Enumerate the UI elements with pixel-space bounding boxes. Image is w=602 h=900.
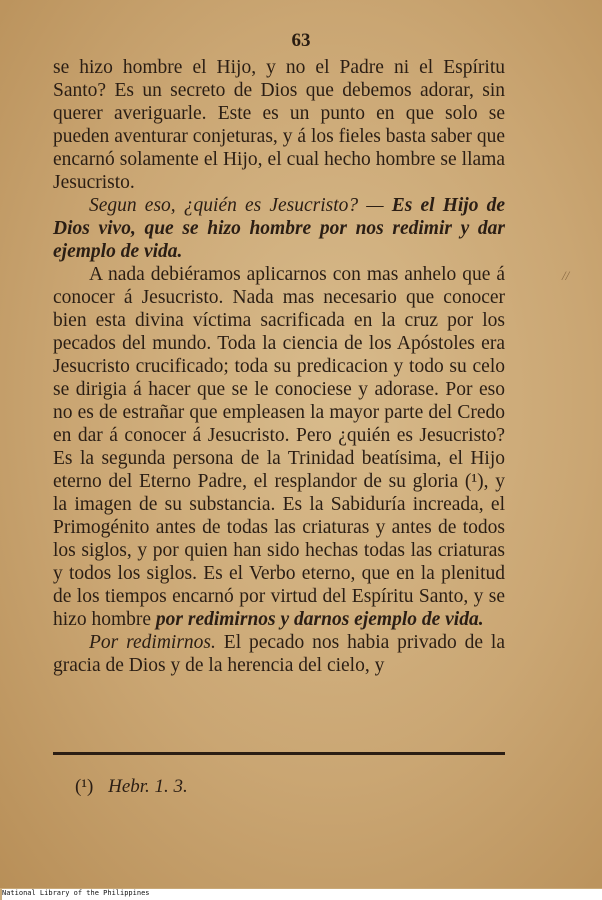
- text-segment: se hizo hombre el Hijo, y no el Padre ni el Espíritu Santo? Es un secreto de Dios que debemos adorar, sin querer averiguarle. Este es un punto en que solo se pueden aventurar conjeturas, y á los fieles basta saber que encarnó solamente el Hijo, el cual hecho hombre se llama Jesucristo.: [53, 57, 505, 193]
- footnote-reference: Hebr. 1. 3.: [108, 776, 188, 797]
- footnote-rule: [53, 752, 505, 755]
- text-segment: Por redimirnos.: [89, 632, 216, 653]
- page-number: 63: [291, 30, 311, 51]
- footnote-mark: (¹): [75, 776, 94, 797]
- footnote: [75, 776, 188, 798]
- library-footer: National Library of the Philippines: [2, 889, 602, 900]
- text-segment: A nada debiéramos aplicarnos con mas anhelo que á conocer á Jesucristo. Nada mas necesario que conocer bien esta divina víctima sacrificada en la cruz por los pecados del mundo. Toda la ciencia de los Apóstoles era Jesucristo crucificado; toda su predicacion y todo su celo se dirigia á hacer que se le conociese y adorase. Por eso no es de estrañar que empleasen la mayor parte del Credo en dar á conocer á Jesucristo. Pero ¿quién es Jesucristo? Es la segunda persona de la Trinidad beatísima, el Hijo eterno del Eterno Padre, el resplandor de su gloria (¹), y la imagen de su substancia. Es la Sabiduría increada, el Primogénito antes de todas las criaturas y antes de todos los siglos, y por quien han sido hechas todas las criaturas y todos los siglos. Es el Verbo eterno, que en la plenitud de los tiempos encarnó por virtud del Espíritu Santo, y se hizo hombre: [53, 264, 505, 630]
- paragraph: [53, 56, 505, 194]
- text-segment: El pecado nos habia privado de la gracia de Dios y de la herencia del cielo, y: [53, 632, 506, 676]
- text-segment: por redimirnos y darnos ejemplo de vida.: [155, 609, 484, 630]
- body-text: [53, 56, 505, 677]
- paragraph: [53, 194, 505, 263]
- text-segment: Segun eso, ¿quién es Jesucristo? —: [89, 195, 392, 216]
- margin-annotation: //: [562, 268, 570, 283]
- text-segment: Es el Hijo de Dios vivo, que se hizo hombre por nos redimir y dar ejemplo de vida.: [53, 195, 505, 262]
- paragraph: [53, 263, 505, 631]
- paragraph: [53, 631, 505, 677]
